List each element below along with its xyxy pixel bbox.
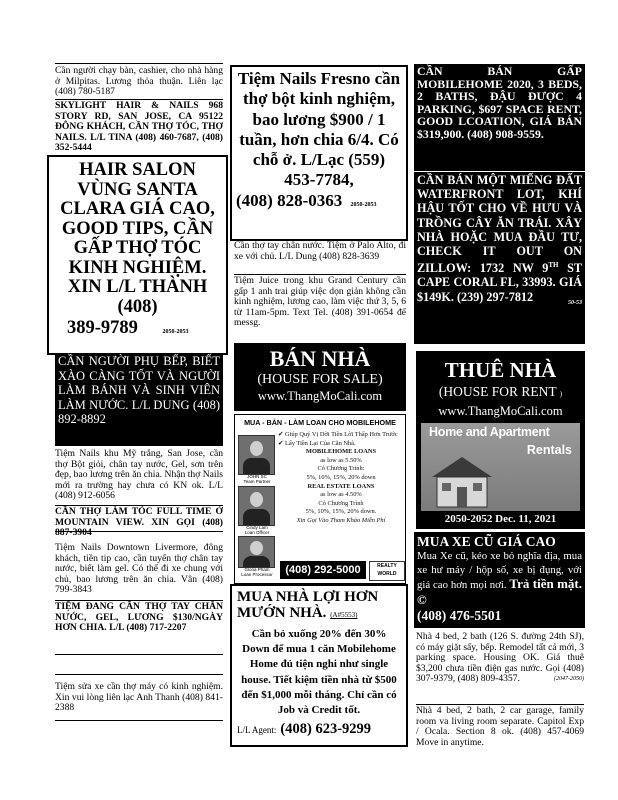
divider xyxy=(55,720,223,721)
ad-line: Lấy Tiền Lại Của Căn Nhà. xyxy=(284,439,356,447)
ad-phone: (408) 292-5000 xyxy=(280,561,366,579)
ad-buy-vs-rent-box xyxy=(230,584,408,747)
ad-nails-130 xyxy=(55,602,223,634)
ad-mobilehome-sale xyxy=(414,64,585,171)
ad-house-rent-24th xyxy=(416,632,584,685)
ad-headline: HAIR SALON VÙNG SANTA CLARA GIÁ CAO, GOOD TIPS, CẦN GẤP THỢ TÓC KINH NGHIỆM. XIN L/L THÀNH (408) xyxy=(60,160,215,317)
ad-headline: Tiệm Nails Fresno cần thợ bột kinh nghiệm, bao lương $900 / 1 tuần, hơn chia 6/4. Có chỗ ở. L/Lạc (559) 453-7784, xyxy=(237,69,401,190)
ad-phone: (408) 828-0363 xyxy=(236,190,343,210)
check-icon: ✔ xyxy=(278,431,284,438)
divider xyxy=(55,531,223,532)
ad-text: TIỆM ĐANG CẦN THỢ TAY CHÂN NƯỚC, GEL, LƯƠNG $130/NGÀY HƠN CHIA. L/L (408) 717-2207 xyxy=(55,601,223,634)
ad-text: Cần thợ tay chân nước. Tiệm ở Palo Alto, đi xe với chủ. L/L Dung (408) 828-3639 xyxy=(234,240,406,262)
check-icon: ✔ xyxy=(278,439,284,447)
ad-nails-san-jose xyxy=(55,449,223,502)
ad-text: CẦN THỢ LÀM TÓC FULL TIME Ở MOUNTAIN VIEW. XIN GỌI (408) 887-3904 xyxy=(55,506,223,539)
house-for-rent-panel xyxy=(416,351,585,529)
section-title: THUÊ NHÀ xyxy=(444,358,557,382)
column-top-rule xyxy=(55,63,223,64)
ad-phone: (408) 476-5501 xyxy=(417,608,502,624)
ad-palo-alto xyxy=(234,241,406,262)
banner-text: Home and Apartment xyxy=(429,425,550,439)
ad-cashier xyxy=(55,66,223,98)
ad-hair-mountain-view xyxy=(55,507,223,539)
ad-mobilehome-loan xyxy=(234,414,406,584)
ad-line: Có Chương Trình: xyxy=(317,465,365,473)
ad-line: Xin Gọi Vào Tham Khảo Miễn Phí xyxy=(296,516,386,524)
ad-nails-livermore xyxy=(55,543,223,596)
ad-mechanic xyxy=(55,682,223,714)
ad-skylight xyxy=(55,101,223,154)
house-for-sale-header xyxy=(234,343,406,411)
ad-text: Cần người chạy bàn, cashier, cho nhà hàng ở Milpitas. Lương thỏa thuận. Liên lạc (408) 780-5187 xyxy=(55,65,223,98)
section-subtitle: (HOUSE FOR SALE) xyxy=(257,372,383,387)
agent-photo xyxy=(238,536,275,568)
ad-text: Tiệm Nails Downtown Livermore, đông khách, tiền tip cao, cần tuyển thợ chân tay nước, biết làm gel. Có thể đi xe chung với chủ, bao lương trên ăn chia. Vân (408) 799-3843 xyxy=(55,542,223,596)
ad-kitchen-helper xyxy=(55,353,223,446)
ad-text: Tiệm Nails khu Mỹ trắng, San Jose, cần thợ Bột giỏi, chân tay nước, Gel, sơn trên đẹp, bao lương trên ăn chia. Nhận thợ Nails mới ra trường hay chưa có KN ok. L/L (408) 912-6056 xyxy=(55,448,223,502)
section-subtitle: ) xyxy=(559,390,563,398)
ad-headline: MUA XE CŨ GIÁ CAO xyxy=(417,534,556,549)
ad-text: TH xyxy=(548,261,559,270)
divider xyxy=(55,674,223,675)
ad-text: CẦN BÁN GẤP MOBILEHOME 2020, 3 BEDS, 2 BATHS, ĐẬU ĐƯỢC 4 PARKING, $697 SPACE RENT, GOOD LCOATION, GIÁ BÁN $319,900. (408) 908-9559. xyxy=(417,64,582,141)
ad-code: (A#5553) xyxy=(330,611,358,619)
realty-world-logo: REALTY WORLD xyxy=(369,561,405,581)
ad-juice-shop xyxy=(234,276,406,329)
agent-name: Gloria Pham xyxy=(244,567,270,572)
ad-headline: MUA NHÀ LỢI HƠN MƯỚN NHÀ. xyxy=(237,589,379,621)
ad-line: 5%, 10%, 15%, 20% down xyxy=(306,473,376,481)
agent-photo xyxy=(238,435,275,475)
ad-text: ST CAPE CORAL FL, 33993. GIÁ $149K. (239) 297-7812 xyxy=(417,261,582,304)
ad-phone: (408) 623-9299 xyxy=(280,721,372,738)
agent-role: Loan Processor xyxy=(241,572,273,577)
ad-title: MUA - BÁN - LÀM LOAN CHO MOBILEHOME xyxy=(244,418,396,427)
agent-role: Loan Officer xyxy=(244,530,270,535)
ad-line: REAL ESTATE LOANS xyxy=(307,482,375,490)
ad-text: Tiệm sửa xe cần thợ máy có kinh nghiệm. Xin vui lòng liên lạc Anh Thanh (408) 841-2388 xyxy=(55,681,223,714)
agent-role: Team Partner xyxy=(243,479,271,484)
house-icon xyxy=(427,453,497,509)
ad-line: as low as 4.50% xyxy=(320,491,362,499)
ad-code: 2050-2053 xyxy=(162,329,189,335)
ad-code: 2050-2053 xyxy=(350,201,377,208)
ad-text: Nhà 4 bed, 2 bath (126 S. đường 24th SJ), có máy giặt sấy, bếp. Remodel tất cả mới, 3 parking space. Housing OK. Giá thuê $3,200 chưa tiền điện gas nước. Gọi (408) 307-9379, (408) 809-4357. xyxy=(416,631,584,685)
ad-phone: 389-9789 xyxy=(67,318,138,338)
section-title: BÁN NHÀ xyxy=(269,346,371,371)
ad-line: Giúp Quý Vị Dời Tiền Lời Thấp Hơn Trước xyxy=(284,431,398,438)
agent-name: Cindy Lam xyxy=(246,525,268,530)
ad-line: Có Chương Trình xyxy=(318,499,364,507)
ad-waterfront-lot xyxy=(414,172,585,344)
ad-text: SKYLIGHT HAIR & NAILS 968 STORY RD, SAN JOSE, CA 95122 ĐÔNG KHÁCH, CẦN THỢ TÓC, THỢ NAILS. L/L TINA (408) 460-7687, (408) 352-5444 xyxy=(55,100,223,154)
ad-line: MOBILEHOME LOANS xyxy=(305,448,377,456)
divider xyxy=(55,654,223,655)
ad-text: CẦN NGƯỜI PHỤ BẾP, BIẾT XÀO CÀNG TỐT VÀ NGƯỜI LÀM BÁNH VÀ SINH VIÊN LÀM NƯỚC. L/L DUNG (408) 892-8892 xyxy=(58,354,220,426)
ad-line: as low as 5.50% xyxy=(320,456,362,464)
ad-buy-used-cars xyxy=(414,532,585,628)
ad-house-rent-capitol xyxy=(416,706,584,748)
ad-text: Nhà 4 bed, 2 bath, 2 car garage, family room va living room separate. Capitol Exp / Ocala. Section 8 ok. (408) 457-4069 Move in anytime. xyxy=(416,705,584,748)
section-url: www.ThangMoCali.com xyxy=(257,389,383,403)
agent-name: JOHN SC xyxy=(247,474,267,479)
ad-code: (2047-2050) xyxy=(554,676,584,683)
banner-text: Rentals xyxy=(526,443,572,457)
agent-photo xyxy=(238,486,275,526)
section-subtitle: (HOUSE FOR RENT xyxy=(438,384,557,399)
ad-text: Mua Xe cũ, kéo xe bỏ nghĩa địa, mua xe hư máy / hộp số, xe bị đụng, với giá cao hơn mọi nơi. xyxy=(417,550,582,592)
ad-body: Cần bỏ xuống 20% đến 30% Down để mua 1 căn Mobilehome Home đủ tiện nghi như single house. Tiết kiệm tiền nhà từ $500 đến $1,000 mỗi tháng. Chỉ cần có Job và Credit tốt. xyxy=(241,628,397,717)
ad-text: Tiệm Juice trong khu Grand Century cần gấp 1 anh trai giúp việc dọn giản không cần kinh nghiệm, lương cao, làm việc thứ 3, 5, 6 từ 11am-5pm. Text Tel. (408) 391-0654 để messg. xyxy=(234,275,406,329)
ad-label: L/L Agent: xyxy=(237,725,277,736)
ad-hair-salon-box xyxy=(47,155,228,355)
ad-text: Trả tiền mặt. © xyxy=(417,576,582,607)
ad-code: 50-53 xyxy=(568,299,582,306)
section-url: www.ThangMoCali.com xyxy=(438,404,563,418)
rentals-banner xyxy=(421,423,580,511)
ad-text: CẦN BÁN MỘT MIẾNG ĐẤT WATERFRONT LOT, KHÍ HẬU TỐT CHO VỀ HƯU VÀ TRỒNG CÂY ĂN TRÁI. XÂY NHÀ HOẶC MUA ĐẦU TƯ, CHECK IT OUT ON ZILLOW: 1732 NW 9 xyxy=(417,173,582,276)
issue-date: 2050-2052 Dec. 11, 2021 xyxy=(444,513,557,525)
ad-line: 5%, 10%, 15%, 20% down. xyxy=(305,508,377,516)
ad-fresno-nails-box xyxy=(230,65,408,241)
